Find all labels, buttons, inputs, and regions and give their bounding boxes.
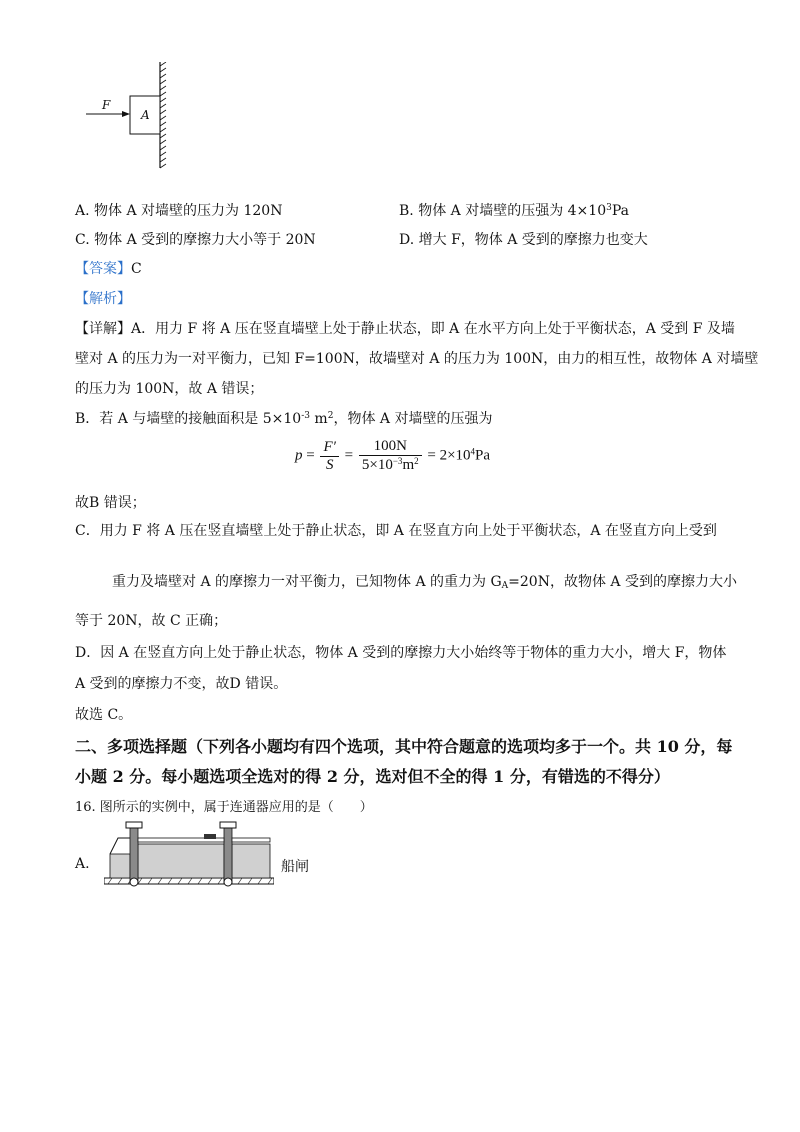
option-b: B. 物体 A 对墙壁的压强为 $4\times 10^3Pa$	[399, 203, 629, 219]
analysis-line-2: 壁对 A 的压力为一对平衡力，已知 F=100N，故墙壁对 A 的压力为 100N，由力的相互性，故物体 A 对墙壁	[75, 351, 759, 367]
wall-block-figure	[84, 62, 184, 176]
q16-option-a-label: A.	[75, 856, 90, 872]
option-d: D. 增大 F，物体 A 受到的摩擦力也变大	[399, 232, 648, 248]
force-label: F	[102, 98, 111, 112]
section-heading-line-2: 小题 2 分。每小题选项全选对的得 2 分，选对但不全的得 1 分，有错选的不得分）	[75, 767, 670, 786]
analysis-line-6: C．用力 F 将 A 压在竖直墙壁上处于静止状态，即 A 在竖直方向上处于平衡状态，A 在竖直方向上受到	[75, 523, 717, 539]
analysis-line-9: D．因 A 在竖直方向上处于静止状态，物体 A 受到的摩擦力大小始终等于物体的重力大小，增大 F，物体	[75, 645, 727, 661]
ship-lock-diagram	[104, 820, 274, 892]
answer-line	[75, 258, 142, 278]
analysis-line-7: 重力及墙壁对 A 的摩擦力一对平衡力，已知物体 A 的重力为 $G_A=20N$，故物体 A 受到的摩擦力大小	[112, 574, 737, 591]
q16-option-a-caption: 船闸	[281, 859, 309, 875]
analysis-line-3: 的压力为 100N，故 A 错误；	[75, 381, 264, 397]
option-a: A. 物体 A 对墙壁的压力为 120N	[75, 203, 283, 219]
analysis-line-4: B．若 A 与墙壁的接触面积是 $5\times 10^{-3}$ $m^2$，物体 A 对墙壁的压强为	[75, 411, 493, 427]
analysis-line-11: 故选 C。	[75, 707, 133, 723]
fraction-values: $\frac{100N}{5\times 10^{-3}m^2}$	[359, 438, 422, 474]
answer-value: C	[131, 261, 142, 277]
block-label: A	[141, 108, 150, 122]
answer-tag: 【答案】	[75, 261, 131, 277]
ship-lock-figure	[104, 820, 274, 896]
analysis-line-5: 故B 错误；	[75, 495, 146, 511]
wall-block-diagram	[84, 62, 184, 172]
analysis-line-10: A 受到的摩擦力不变，故D 错误。	[75, 676, 288, 692]
pressure-formula: p = $\frac{F'}{S}$ = $\frac{100N}{5\times 10^{-3}m^2}$ = $2\times 10^4Pa$	[295, 438, 491, 473]
option-c: C. 物体 A 受到的摩擦力大小等于 20N	[75, 232, 316, 248]
analysis-line-8: 等于 20N，故 C 正确；	[75, 613, 228, 629]
section-heading-line-1: 二、多项选择题（下列各小题均有四个选项，其中符合题意的选项均多于一个。共 10 分，每	[75, 737, 733, 756]
fraction-f-over-s: $\frac{F'}{S}$	[320, 439, 338, 474]
analysis-tag: 【解析】	[75, 291, 131, 307]
analysis-line-1: 【详解】A．用力 F 将 A 压在竖直墙壁上处于静止状态，即 A 在水平方向上处于平衡状态，A 受到 F 及墙	[75, 321, 735, 337]
detail-tag: 【详解】	[75, 321, 131, 337]
q16-stem: 16. 图所示的实例中，属于连通器应用的是（ ）	[75, 800, 373, 815]
